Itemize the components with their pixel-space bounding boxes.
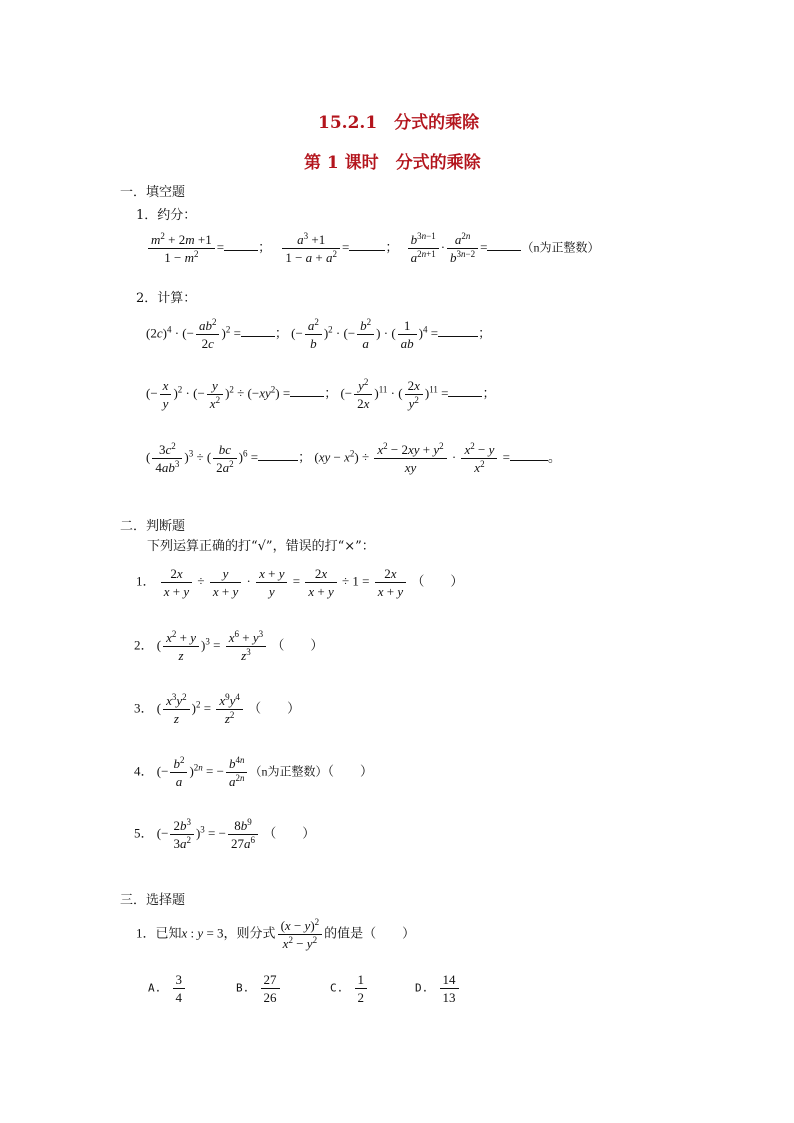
option-letter: C. bbox=[330, 981, 344, 995]
tf-item-number: 4． bbox=[134, 763, 154, 779]
option-numerator: 1 bbox=[355, 972, 368, 989]
mc-option-c[interactable] bbox=[330, 972, 369, 1005]
tf-item-3: 3． ( $\frac{x^3y^2}{z}$ )$^2$ = $\frac{x^9y^4}{z^2}$ （ ） bbox=[134, 692, 301, 726]
positive-integer-note: （n为正整数） bbox=[249, 764, 328, 779]
option-denominator: 26 bbox=[263, 990, 277, 1005]
mc-question-1: 1．已知x : y = 3，则分式 $\frac{(x - y)^2}{x^2 - y^2}$ 的值是（ ） bbox=[136, 917, 416, 951]
mc-question-prefix: 1．已知 bbox=[136, 925, 182, 941]
calc-expression-row-2: (− $\frac{x}{y}$ )$^2$ · (− $\frac{y}{x^2}$ )$^2 \div (-xy^2)$ = ； (− $\frac{y^2}{2x}$ )$^{11}$ · ( $\frac{2x}{y^2}$ )$^{11}$ = ； bbox=[146, 377, 496, 411]
option-denominator: 13 bbox=[442, 990, 456, 1005]
option-denominator: 4 bbox=[175, 990, 182, 1005]
page-title: 15.2.1 分式的乘除 bbox=[318, 113, 480, 133]
section-heading-multiple-choice: 三．选择题 bbox=[120, 893, 186, 908]
section-heading-fill-in: 一．填空题 bbox=[120, 185, 186, 200]
true-false-instruction: 下列运算正确的打“√”，错误的打“×”： bbox=[147, 539, 375, 554]
simplify-expression-row: $\frac{m^2 + 2m +1}{1 - m^2}$ = ； $\frac{a^3 +1}{1 - a + a^2}$ = ； $\frac{b^{3n-1}}{a^{2n+1}}$ · $\frac{a^{2n}}{b^{3n-2}}$ = （n为正整数） bbox=[146, 232, 599, 265]
tf-item-1: 1． $\frac{2x}{x + y}$ ÷ $\frac{y}{x + y}$ · $\frac{x + y}{y}$ = $\frac{2x}{x + y}$ ÷ 1 = $\frac{2x}{x + y}$ （ ） bbox=[136, 566, 464, 599]
tf-item-number: 1． bbox=[136, 573, 156, 589]
mc-question-suffix: 的值是（ ） bbox=[324, 925, 416, 941]
question-label-simplify: 1．约分： bbox=[136, 208, 197, 223]
calc-expression-row-1: $(2c)^4$ · (− $\frac{ab^2}{2c}$ )$^2$ = ； (− $\frac{a^2}{b}$ )$^2$ · (− $\frac{b^2}{a}$ ) · ( $\frac{1}{ab}$ )$^4$ = ； bbox=[146, 317, 492, 351]
mc-option-b[interactable] bbox=[236, 972, 282, 1005]
option-denominator: 2 bbox=[357, 990, 364, 1005]
tf-item-4: 4． (− $\frac{b^2}{a}$ )$^{2n}$ = − $\frac{b^{4n}}{a^{2n}}$ （n为正整数）（ ） bbox=[134, 755, 373, 789]
section-heading-true-false: 二．判断题 bbox=[120, 519, 186, 534]
option-numerator: 3 bbox=[173, 972, 186, 989]
option-numerator: 14 bbox=[440, 972, 459, 989]
answer-paren: （ ） bbox=[411, 573, 464, 589]
calc-expression-row-3: ( $\frac{3c^2}{4ab^3}$ )$^3$ ÷ ( $\frac{bc}{2a^2}$ )$^6$ = ； $(xy - x^2)$ ÷ $\frac{x^2 - 2xy + y^2}{xy}$ · $\frac{x^2 - y}{x^2}$ = 。 bbox=[146, 441, 561, 475]
mc-option-a[interactable] bbox=[148, 972, 187, 1005]
option-letter: D. bbox=[415, 981, 429, 995]
mc-question-mid: ，则分式 bbox=[223, 925, 276, 941]
tf-item-number: 5． bbox=[134, 825, 154, 841]
answer-paren: （ ） bbox=[263, 825, 316, 841]
tf-item-2: 2． ( $\frac{x^2 + y}{z}$ )$^3$ = $\frac{x^6 + y^3}{z^3}$ （ ） bbox=[134, 629, 324, 663]
answer-paren: （ ） bbox=[271, 637, 324, 653]
page-subtitle: 第 1 课时 分式的乘除 bbox=[304, 153, 481, 173]
option-numerator: 27 bbox=[261, 972, 280, 989]
tf-item-number: 3． bbox=[134, 700, 154, 716]
option-letter: B. bbox=[236, 981, 250, 995]
question-label-calculate: 2．计算： bbox=[136, 291, 197, 306]
option-letter: A. bbox=[148, 981, 162, 995]
positive-integer-note: （n为正整数） bbox=[521, 240, 600, 255]
mc-option-d[interactable] bbox=[415, 972, 461, 1005]
answer-paren: （ ） bbox=[248, 700, 301, 716]
tf-item-number: 2． bbox=[134, 637, 154, 653]
answer-paren: （ ） bbox=[327, 763, 373, 779]
tf-item-5: 5． (− $\frac{2b^3}{3a^2}$ )$^3$ = − $\frac{8b^9}{27a^6}$ （ ） bbox=[134, 817, 316, 851]
